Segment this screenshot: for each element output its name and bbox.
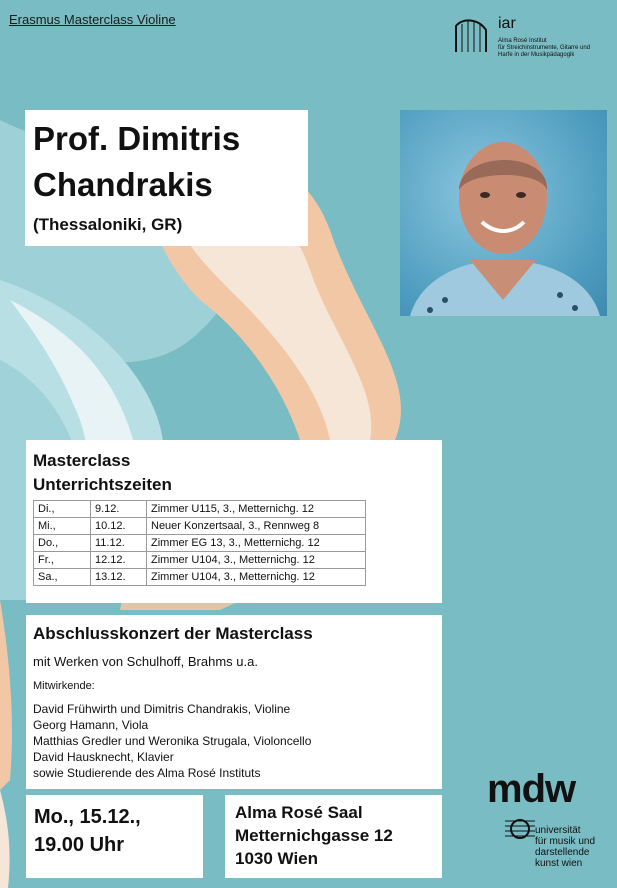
schedule-date: 10.12. <box>91 518 147 535</box>
harp-icon <box>452 16 492 56</box>
event-venue: Alma Rosé Saal Metternichgasse 12 1030 Wien <box>235 803 393 868</box>
list-item: Matthias Gredler und Weronika Strugala, Violoncello <box>33 734 312 748</box>
list-item: David Hausknecht, Klavier <box>33 750 174 764</box>
event-date: Mo., 15.12., 19.00 Uhr <box>34 806 141 856</box>
contributors-label: Mitwirkende: <box>33 680 95 692</box>
schedule-day: Sa., <box>34 569 91 586</box>
schedule-place: Zimmer U104, 3., Metternichg. 12 <box>147 569 366 586</box>
event-date-box <box>26 795 203 878</box>
concert-title: Abschlusskonzert der Masterclass <box>33 624 313 643</box>
schedule-place: Zimmer U104, 3., Metternichg. 12 <box>147 552 366 569</box>
schedule-place: Zimmer U115, 3., Metternichg. 12 <box>147 501 366 518</box>
schedule-place: Neuer Konzertsaal, 3., Rennweg 8 <box>147 518 366 535</box>
iar-logo <box>452 14 612 64</box>
table-row <box>34 535 366 552</box>
teacher-name-box <box>25 110 308 246</box>
list-item: Georg Hamann, Viola <box>33 718 149 732</box>
teacher-name: Prof. Dimitris Chandrakis <box>33 120 241 203</box>
schedule-day: Do., <box>34 535 91 552</box>
table-row <box>34 501 366 518</box>
schedule-table <box>33 500 366 586</box>
header-title-link[interactable]: Erasmus Masterclass Violine <box>9 12 176 27</box>
schedule-date: 11.12. <box>91 535 147 552</box>
schedule-day: Fr., <box>34 552 91 569</box>
schedule-date: 13.12. <box>91 569 147 586</box>
table-row <box>34 569 366 586</box>
teacher-origin: (Thessaloniki, GR) <box>33 215 183 234</box>
iar-logo-subtitle: Alma Rosé Institut für Streichinstrumente, Gitarre und Harfe in der Musikpädagogik <box>498 38 591 58</box>
performers-list <box>33 701 311 781</box>
schedule-day: Di., <box>34 501 91 518</box>
schedule-date: 12.12. <box>91 552 147 569</box>
mdw-logo <box>487 767 612 878</box>
schedule-date: 9.12. <box>91 501 147 518</box>
portrait-illustration <box>400 110 607 316</box>
table-row <box>34 552 366 569</box>
list-item: sowie Studierende des Alma Rosé Instituts <box>33 766 261 780</box>
iar-logo-word: iar <box>498 15 516 32</box>
schedule-box <box>26 440 442 603</box>
schedule-title: Masterclass Unterrichtszeiten <box>33 451 172 494</box>
event-venue-box <box>225 795 442 878</box>
concert-box <box>26 615 442 789</box>
music-staff-icon <box>505 817 535 843</box>
teacher-portrait-photo <box>400 110 607 316</box>
table-row <box>34 518 366 535</box>
schedule-day: Mi., <box>34 518 91 535</box>
mdw-logo-letters: mdw <box>487 767 576 811</box>
schedule-place: Zimmer EG 13, 3., Metternichg. 12 <box>147 535 366 552</box>
mdw-logo-subtitle: universität für musik und darstellende kunst wien <box>535 825 596 869</box>
list-item: David Frühwirth und Dimitris Chandrakis, Violine <box>33 702 291 716</box>
concert-subtitle: mit Werken von Schulhoff, Brahms u.a. <box>33 654 258 669</box>
